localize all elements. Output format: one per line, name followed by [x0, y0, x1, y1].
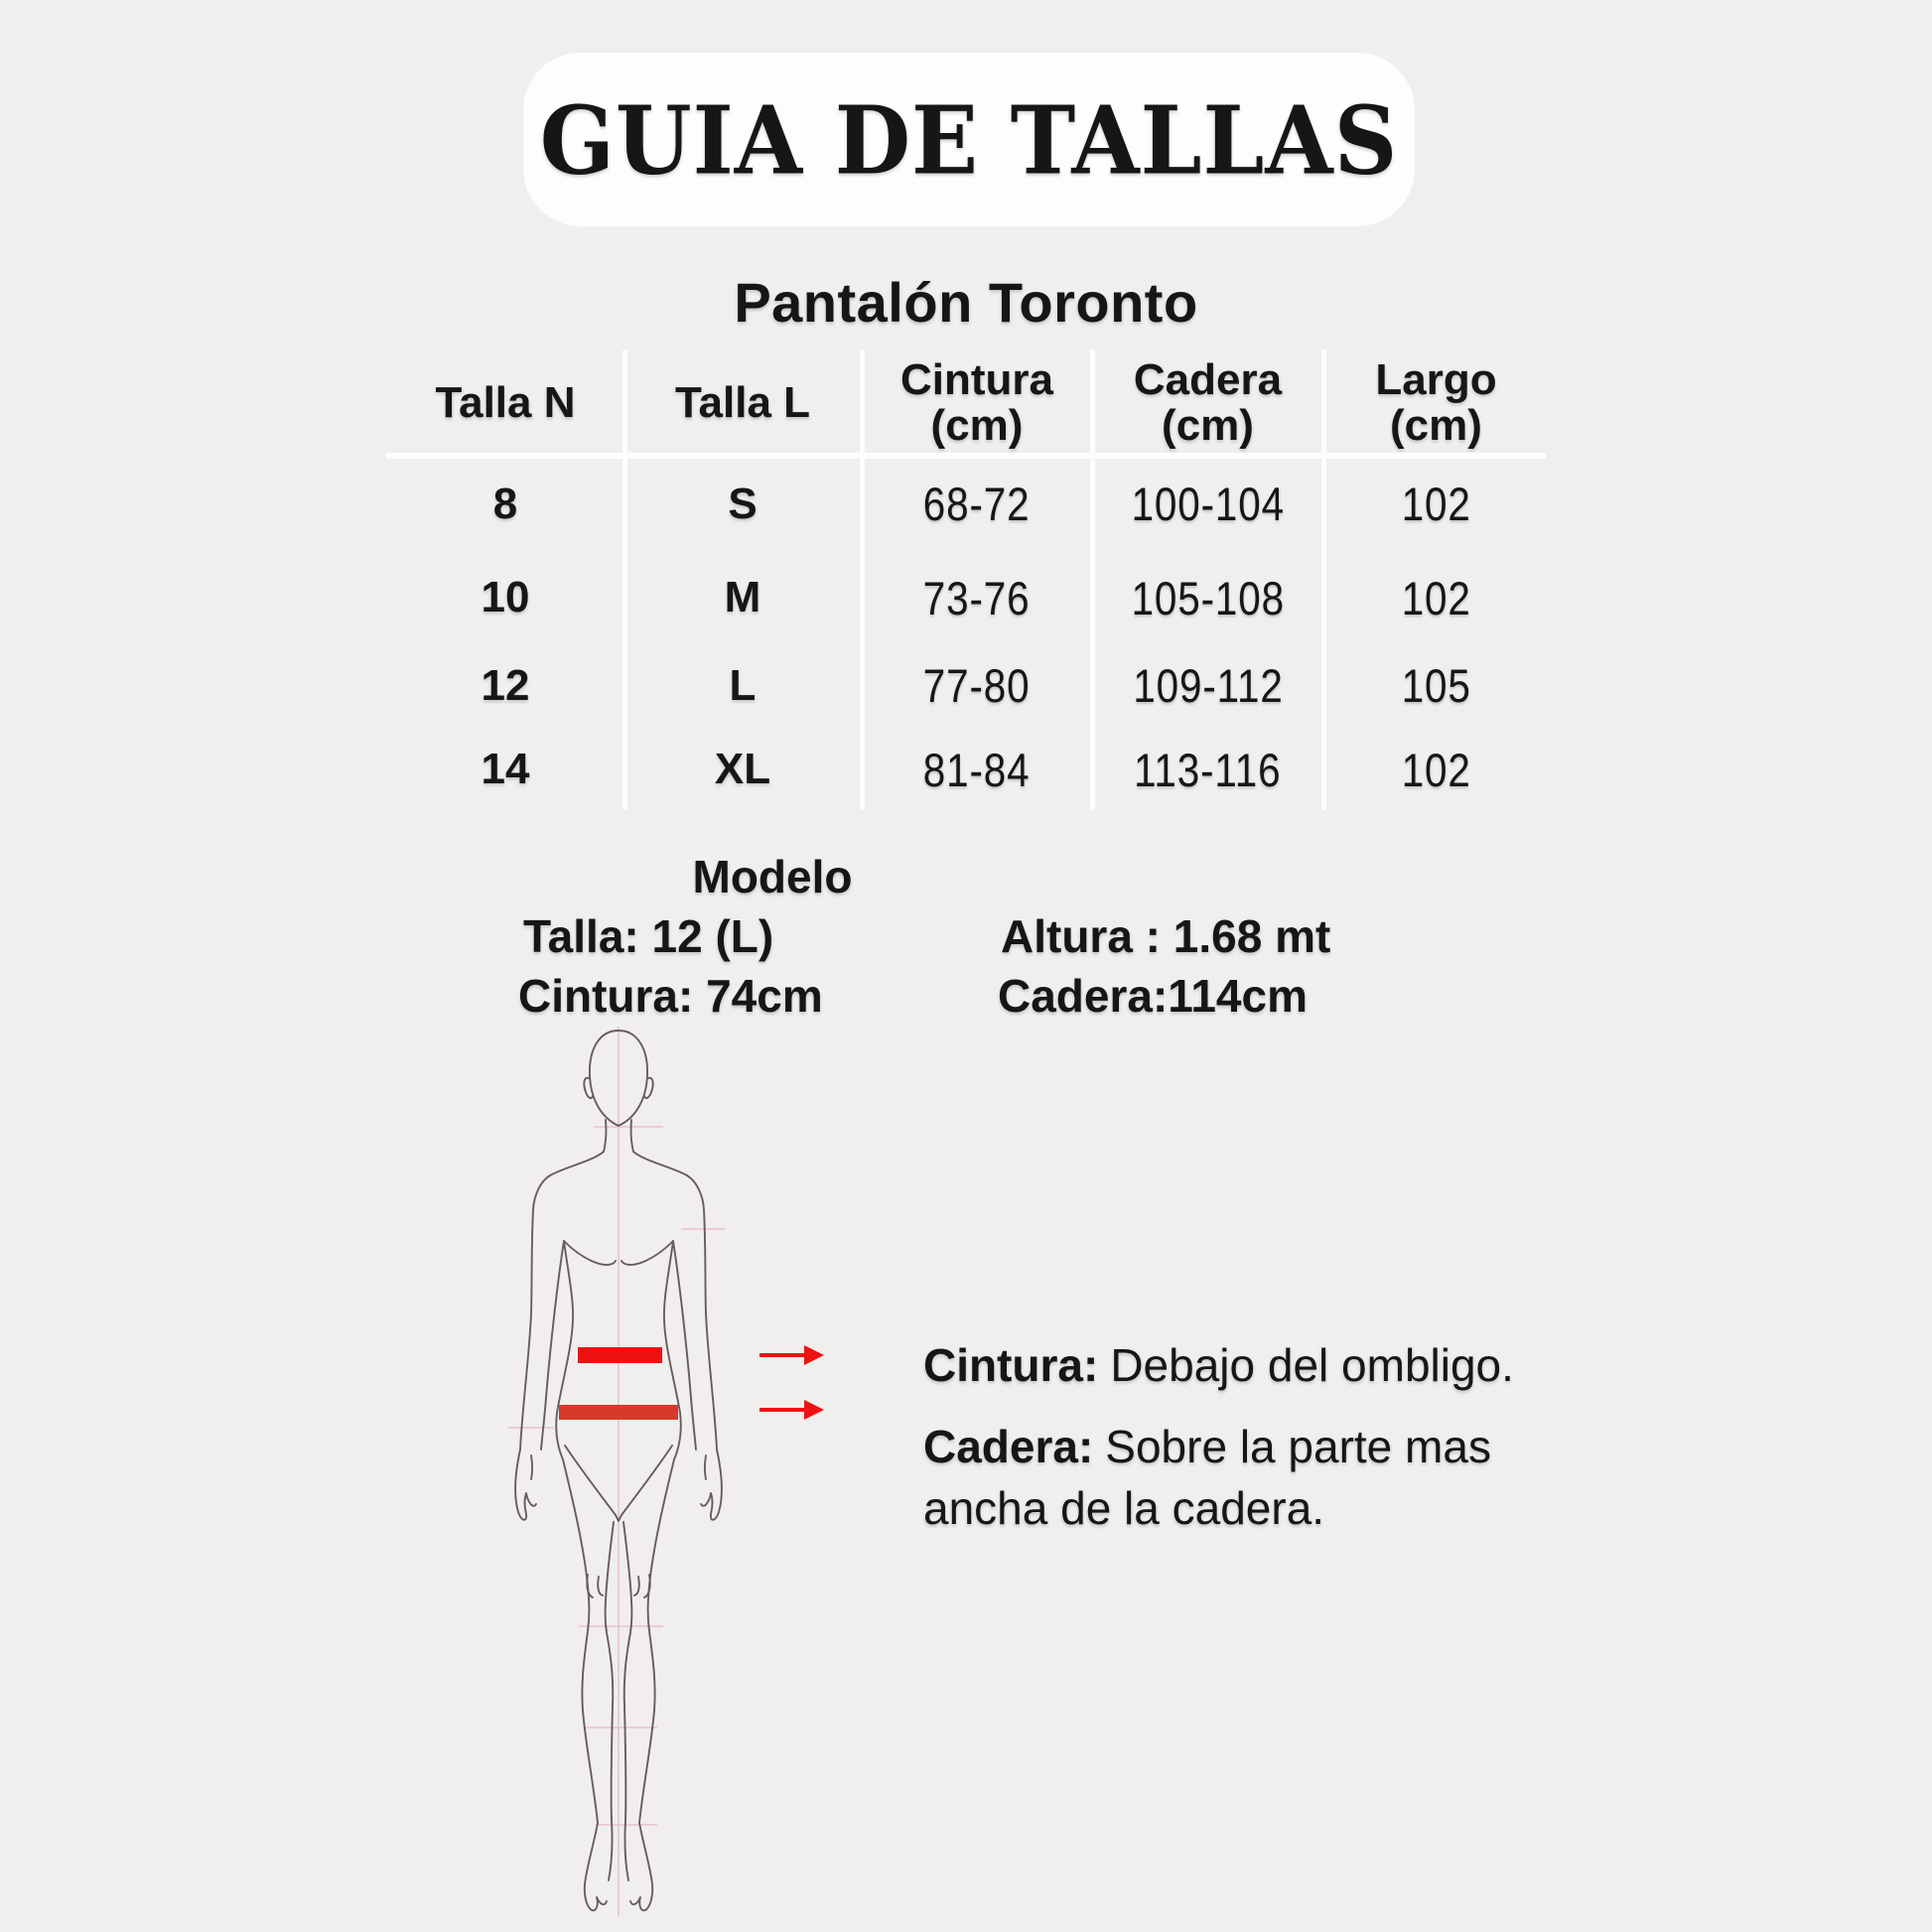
- column-header-largo: [1323, 349, 1549, 456]
- table-cell: M: [724, 573, 761, 621]
- table-divider: [1090, 349, 1095, 810]
- table-cell: L: [729, 660, 757, 710]
- table-divider: [622, 349, 627, 810]
- table-cell: [1323, 643, 1549, 728]
- table-cell: 8: [492, 479, 518, 528]
- hip-arrow-right-icon: [759, 1400, 824, 1420]
- model-height: Altura : 1.68 mt: [1001, 910, 1331, 962]
- cell-value: 81-84: [923, 743, 1031, 796]
- column-header-cintura: [862, 349, 1092, 456]
- cell-value: 105: [1401, 659, 1471, 712]
- croquis-guide-lines: [508, 1027, 725, 1916]
- header-unit: (cm): [1162, 400, 1254, 450]
- cell-value: 102: [1401, 743, 1471, 796]
- waist-note-term: Cintura:: [923, 1339, 1099, 1391]
- body-figure-illustration: [437, 1021, 834, 1929]
- column-header-talla-n: [387, 349, 623, 456]
- cell-value: 102: [1401, 571, 1471, 624]
- header-label: Cintura: [900, 354, 1053, 404]
- table-cell: [1323, 728, 1549, 811]
- header-label: Talla L: [674, 377, 811, 427]
- size-table: [387, 349, 1549, 811]
- table-cell: XL: [714, 745, 771, 793]
- cell-value: 73-76: [923, 571, 1031, 624]
- table-cell: [862, 728, 1092, 811]
- hip-measure-bar: [559, 1405, 678, 1420]
- table-cell: 10: [481, 573, 530, 621]
- table-cell: S: [728, 479, 758, 528]
- cell-value: 68-72: [923, 478, 1031, 530]
- table-cell: [862, 552, 1092, 643]
- table-divider: [1321, 349, 1326, 810]
- cell-value: 102: [1401, 478, 1471, 530]
- model-heading: Modelo: [692, 851, 853, 902]
- table-cell: [862, 643, 1092, 728]
- table-cell: [862, 456, 1092, 552]
- header-label: Talla N: [435, 377, 576, 427]
- model-hip: Cadera:114cm: [998, 970, 1308, 1022]
- cell-value: 109-112: [1132, 659, 1284, 712]
- waist-note: [923, 1334, 1514, 1396]
- column-header-cadera: [1092, 349, 1323, 456]
- hip-note: [923, 1416, 1549, 1539]
- table-cell: [1092, 643, 1323, 728]
- hip-note-term: Cadera:: [923, 1421, 1094, 1472]
- product-name: Pantalón Toronto: [734, 271, 1198, 334]
- model-waist: Cintura: 74cm: [518, 970, 823, 1022]
- table-cell: [1323, 456, 1549, 552]
- hip-note-desc: Sobre la parte mas ancha de la cadera.: [923, 1421, 1491, 1534]
- table-divider: [860, 349, 865, 810]
- header-unit: (cm): [1390, 400, 1482, 450]
- table-cell: [1092, 552, 1323, 643]
- cell-value: 113-116: [1134, 743, 1282, 796]
- table-cell: [1092, 728, 1323, 811]
- header-label: Largo: [1375, 354, 1497, 404]
- page-title: GUIA DE TALLAS: [539, 83, 1399, 196]
- cell-value: 77-80: [923, 659, 1031, 712]
- waist-measure-bar: [578, 1347, 662, 1363]
- table-header-underline: [385, 453, 1547, 459]
- table-cell: [1092, 456, 1323, 552]
- model-size: Talla: 12 (L): [523, 910, 774, 962]
- table-cell: 12: [481, 660, 530, 710]
- header-unit: (cm): [930, 400, 1024, 450]
- waist-note-desc: Debajo del ombligo.: [1110, 1339, 1514, 1391]
- column-header-talla-l: [623, 349, 862, 456]
- table-cell: 14: [481, 745, 530, 793]
- waist-arrow-right-icon: [759, 1345, 824, 1365]
- cell-value: 100-104: [1131, 478, 1285, 530]
- header-label: Cadera: [1133, 354, 1283, 404]
- title-panel: [523, 53, 1415, 226]
- table-cell: [1323, 552, 1549, 643]
- cell-value: 105-108: [1131, 571, 1285, 624]
